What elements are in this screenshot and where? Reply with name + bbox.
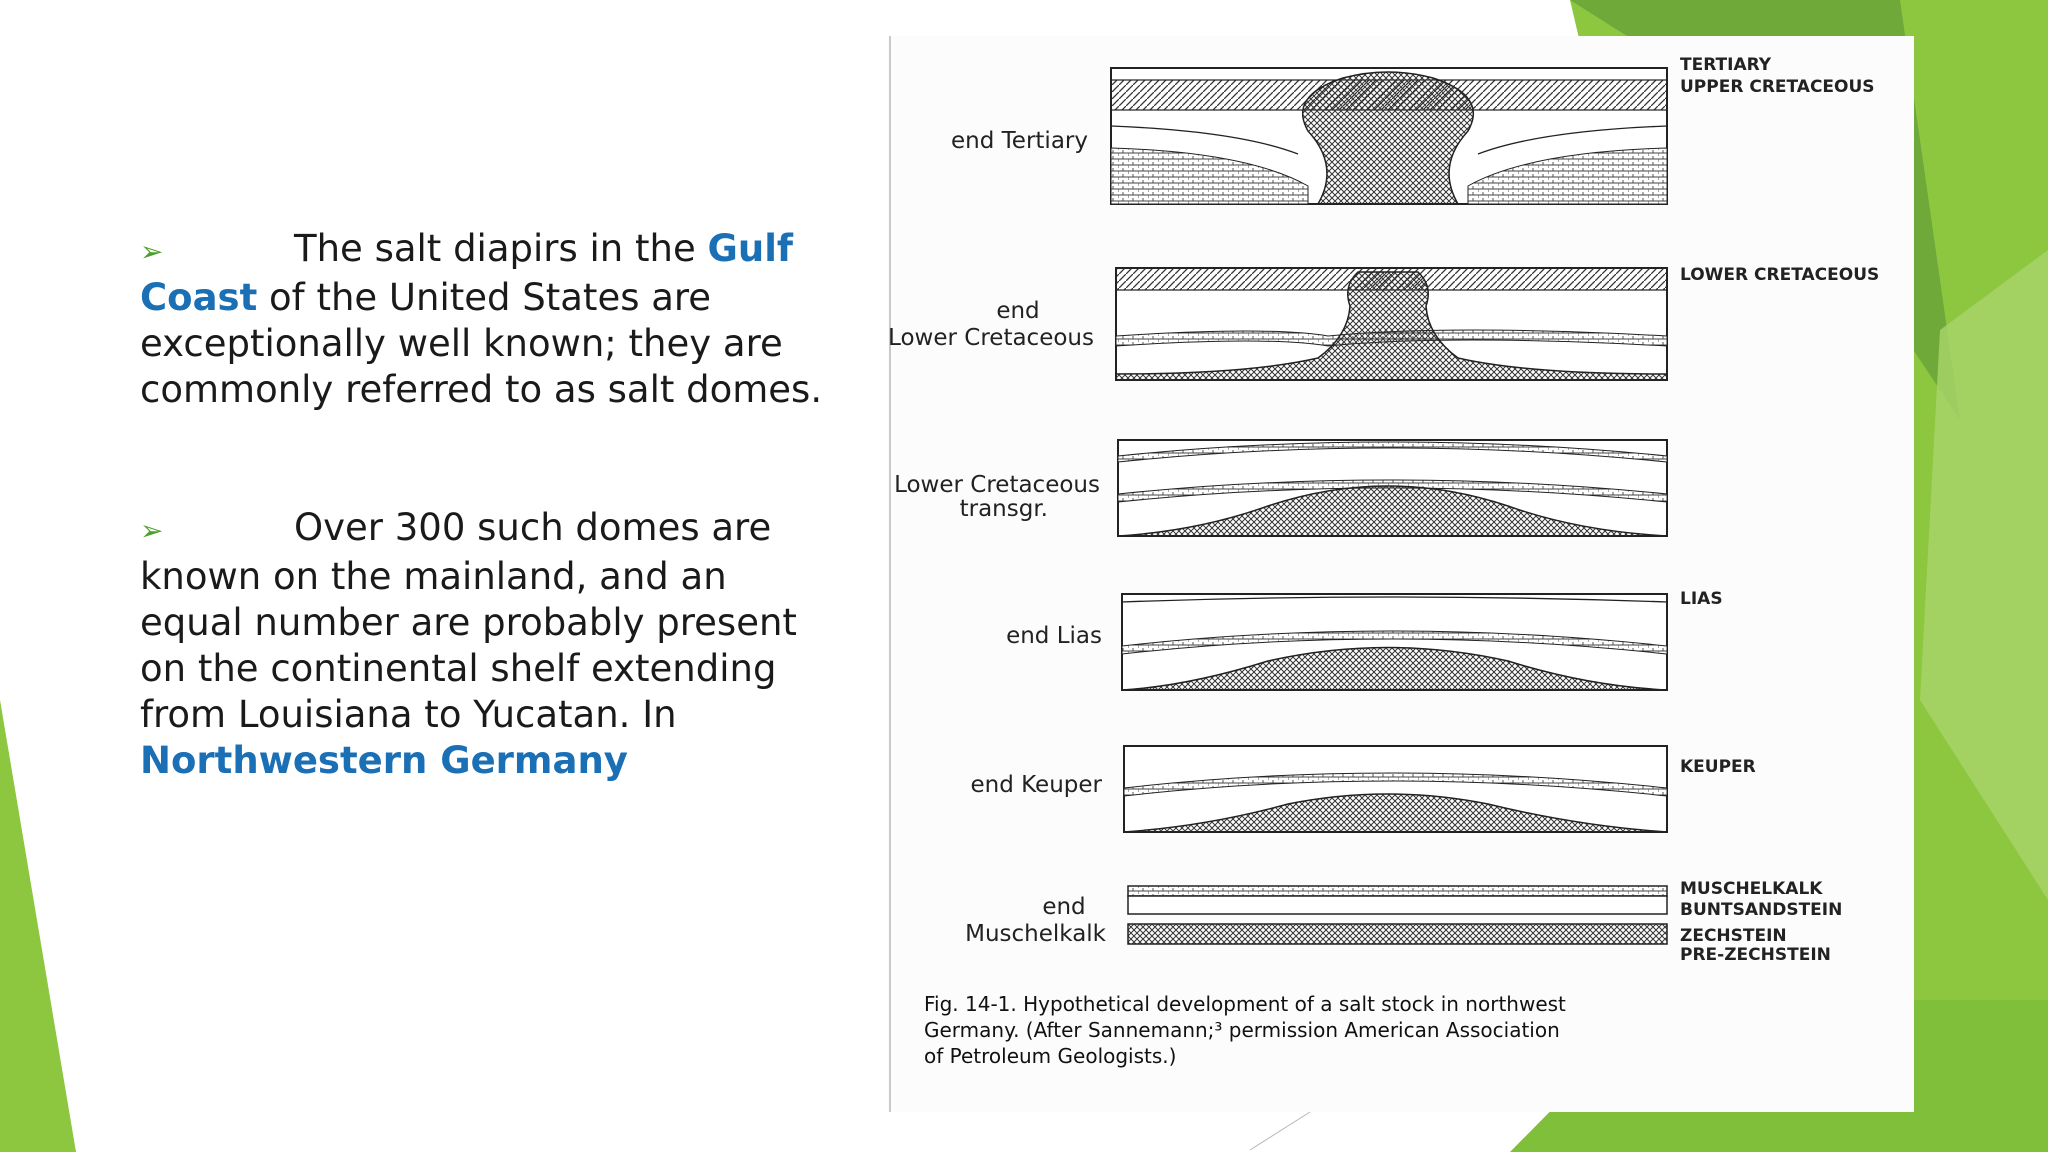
caption-line3: of Petroleum Geologists.): [924, 1044, 1177, 1068]
label-end-keuper: end Keuper: [970, 772, 1102, 798]
label-end-tertiary: end Tertiary: [951, 128, 1088, 154]
panel-lower-cretaceous-transgression: [1118, 440, 1667, 536]
strata-upper-cretaceous: UPPER CRETACEOUS: [1680, 77, 1875, 97]
strata-lias: LIAS: [1680, 589, 1723, 609]
bullet-arrow-icon: ➢: [140, 514, 164, 547]
strata-muschelkalk: MUSCHELKALK: [1680, 879, 1823, 899]
left-green-sliver: [0, 700, 76, 1152]
highlight-gulf-coast: Gulf Coast: [140, 227, 794, 319]
bullet-text: of the United States are exceptionally well known; they are commonly referred to as salt domes.: [140, 276, 823, 411]
bullet-gulf-coast: [140, 226, 840, 413]
label-end-lower-cretaceous-line1: end: [996, 298, 1040, 324]
label-lower-cretaceous-transgr-line1: Lower Cretaceous: [894, 472, 1100, 498]
strata-lower-cretaceous: LOWER CRETACEOUS: [1680, 265, 1880, 285]
bullet-arrow-icon: ➢: [140, 235, 164, 268]
bullet-text: Over 300 such domes are known on the mainland, and an equal number are probably present on the continental shelf extending from Louisiana to Yucatan. In: [140, 506, 797, 736]
label-end-lias: end Lias: [1006, 623, 1102, 649]
bullet-domes-count: [140, 505, 840, 784]
panel-end-lias: [1122, 594, 1667, 690]
salt-stock-figure: [888, 36, 1914, 1112]
bullet-list: [140, 226, 840, 876]
panel-end-keuper: [1124, 746, 1667, 832]
strata-pre-zechstein: PRE-ZECHSTEIN: [1680, 945, 1831, 965]
strata-buntsandstein: BUNTSANDSTEIN: [1680, 900, 1843, 920]
bullet-text: The salt diapirs in the: [294, 227, 708, 270]
panel-end-tertiary: [1111, 68, 1667, 204]
strata-keuper: KEUPER: [1680, 757, 1756, 777]
panel-end-lower-cretaceous: [1116, 268, 1667, 380]
panel-end-muschelkalk: [1128, 886, 1667, 944]
thin-decor-line: [1250, 1112, 1310, 1150]
label-end-lower-cretaceous-line2: Lower Cretaceous: [888, 325, 1094, 351]
strata-zechstein: ZECHSTEIN: [1680, 926, 1787, 946]
strata-tertiary: TERTIARY: [1680, 55, 1772, 75]
label-lower-cretaceous-transgr-line2: transgr.: [959, 496, 1048, 522]
label-end-muschelkalk-line1: end: [1042, 894, 1086, 920]
caption-line1: Fig. 14-1. Hypothetical development of a salt stock in northwest: [924, 992, 1566, 1016]
label-end-muschelkalk-line2: Muschelkalk: [965, 921, 1106, 947]
highlight-northwestern-germany: Northwestern Germany: [140, 739, 628, 782]
caption-line2: Germany. (After Sannemann;³ permission American Association: [924, 1018, 1560, 1042]
